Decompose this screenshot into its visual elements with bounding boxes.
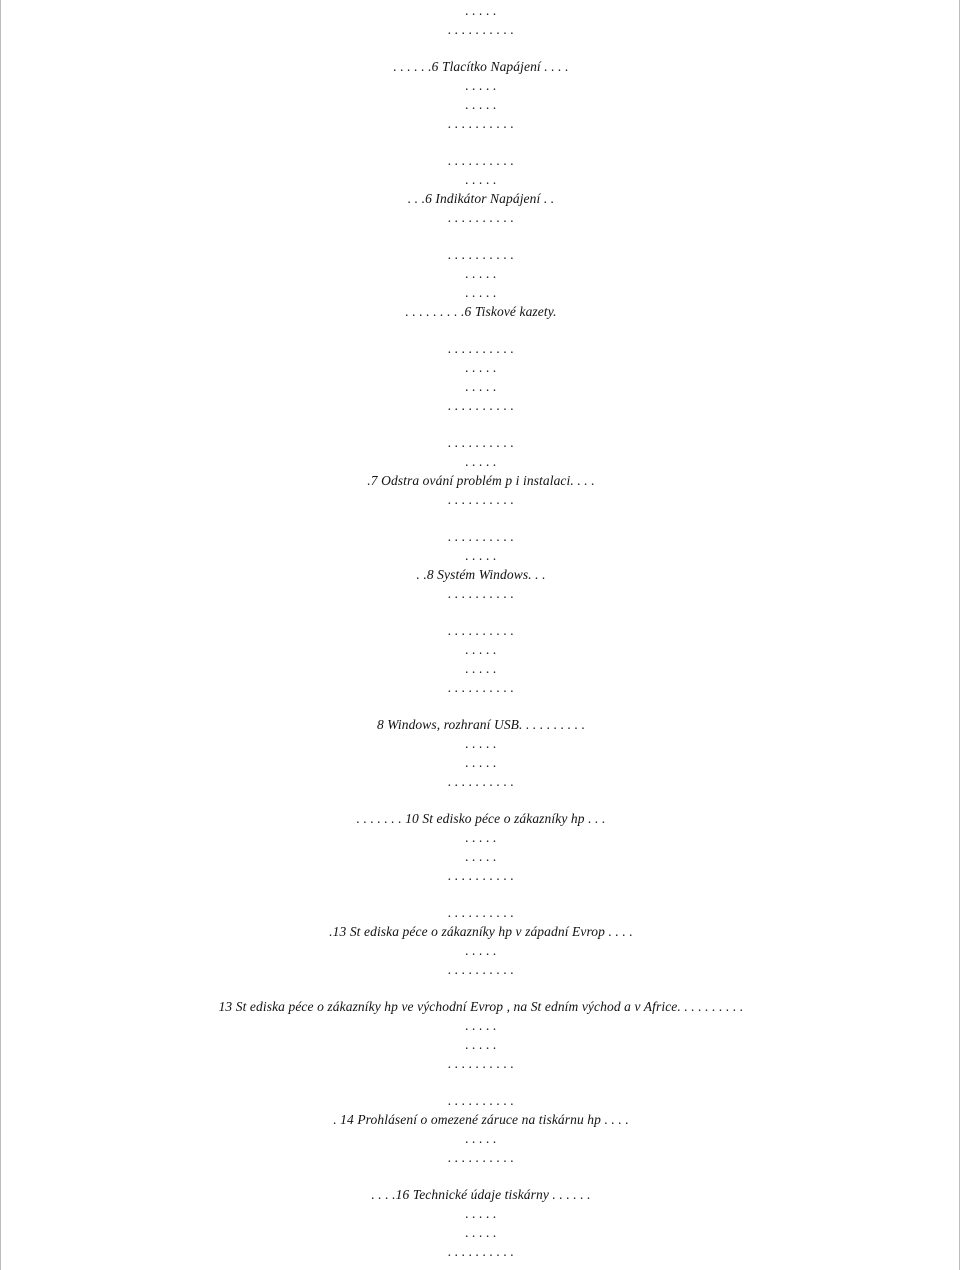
toc-line: . . . . . [465, 1130, 497, 1146]
toc-line: . . . . . [465, 660, 497, 676]
toc-line: . . . . . . . . . . [447, 867, 515, 883]
toc-line: . . . . . . . . . . [447, 435, 515, 451]
toc-line: . . . . . [465, 78, 497, 94]
toc-line: . . . . . . . . . . [447, 623, 515, 639]
toc-line: . . . . . [465, 1036, 497, 1052]
toc-line: . . . . . [465, 360, 497, 376]
toc-line: . . . . . [465, 1224, 497, 1240]
toc-spacer [1, 322, 960, 341]
toc-line: . . . . . [465, 754, 497, 770]
toc-spacer [1, 979, 960, 998]
toc-line: . . . . . [465, 172, 497, 188]
toc-entry-prohlaseni-zaruce: . 14 Prohlásení o omezené záruce na tiskárnu hp . . . . [333, 1112, 629, 1128]
toc-spacer [1, 885, 960, 904]
toc-spacer [1, 791, 960, 810]
toc-line: . . . . . . . . . . [447, 1243, 515, 1259]
toc-spacer [1, 1073, 960, 1092]
toc-line: . . . . . [465, 378, 497, 394]
toc-line: . . . . . [465, 830, 497, 846]
toc-line: . . . . . [465, 284, 497, 300]
toc-spacer [1, 697, 960, 716]
toc-line: . . . . . [465, 548, 497, 564]
table-of-contents [1, 2, 960, 1261]
toc-line: . . . . . . . . . . [447, 529, 515, 545]
toc-spacer [1, 228, 960, 247]
toc-line: . . . . . . . . . . [447, 21, 515, 37]
toc-line: . . . . . . . . . . [447, 1093, 515, 1109]
toc-line: . . . . . . . . . . [447, 773, 515, 789]
toc-spacer [1, 604, 960, 623]
toc-line: . . . . . . . . . . [447, 961, 515, 977]
toc-line: . . . . . [465, 642, 497, 658]
toc-line: . . . . . . . . . . [447, 491, 515, 507]
toc-line: . . . . . [465, 942, 497, 958]
toc-entry-technicke-udaje: . . . .16 Technické údaje tiskárny . . . . . . [371, 1187, 591, 1203]
toc-line: . . . . . . . . . . [447, 247, 515, 263]
toc-entry-system-windows: . .8 Systém Windows. . . [416, 566, 546, 582]
toc-line: . . . . . . . . . . [447, 397, 515, 413]
toc-line: . . . . . [465, 848, 497, 864]
toc-spacer [1, 416, 960, 435]
toc-line: . . . . . [465, 3, 497, 18]
toc-line: . . . . . [465, 736, 497, 752]
toc-spacer [1, 510, 960, 529]
toc-line: . . . . . [465, 1018, 497, 1034]
toc-spacer [1, 134, 960, 153]
toc-spacer [1, 1167, 960, 1186]
toc-line: . . . . . . . . . . [447, 1055, 515, 1071]
toc-entry-indikator-napajeni: . . .6 Indikátor Napájení . . [407, 190, 555, 206]
toc-line: . . . . . . . . . . [447, 341, 515, 357]
toc-entry-stredisko-pece: . . . . . . . 10 St edisko péce o zákazníky hp . . . [356, 811, 606, 827]
toc-spacer [1, 40, 960, 59]
toc-line: . . . . . . . . . . [447, 153, 515, 169]
toc-line: . . . . . [465, 1206, 497, 1221]
toc-entry-zapadni-evropa: .13 St ediska péce o zákazníky hp v západní Evrop . . . . [329, 924, 633, 940]
toc-entry-vychodni-evropa: 13 St ediska péce o zákazníky hp ve východní Evrop , na St edním východ a v Africe. . . . . . . . . . [218, 999, 744, 1015]
toc-entry-windows-usb: 8 Windows, rozhraní USB. . . . . . . . . . [376, 717, 586, 733]
toc-entry-tiskove-kazety: . . . . . . . . .6 Tiskové kazety. [405, 303, 557, 319]
toc-line: . . . . . [465, 454, 497, 470]
toc-line: . . . . . . . . . . [447, 115, 515, 131]
toc-line: . . . . . [465, 96, 497, 112]
toc-line: . . . . . . . . . . [447, 1149, 515, 1165]
toc-entry-tlacitko-napajeni: . . . . . .6 Tlacítko Napájení . . . . [393, 59, 569, 75]
toc-entry-odstranovani-problemu: .7 Odstra ování problém p i instalaci. . . . [367, 472, 595, 488]
toc-line: . . . . . . . . . . [447, 679, 515, 695]
toc-line: . . . . . . . . . . [447, 585, 515, 601]
toc-line: . . . . . . . . . . [447, 905, 515, 921]
toc-line: . . . . . . . . . . [447, 209, 515, 225]
toc-line: . . . . . [465, 266, 497, 282]
